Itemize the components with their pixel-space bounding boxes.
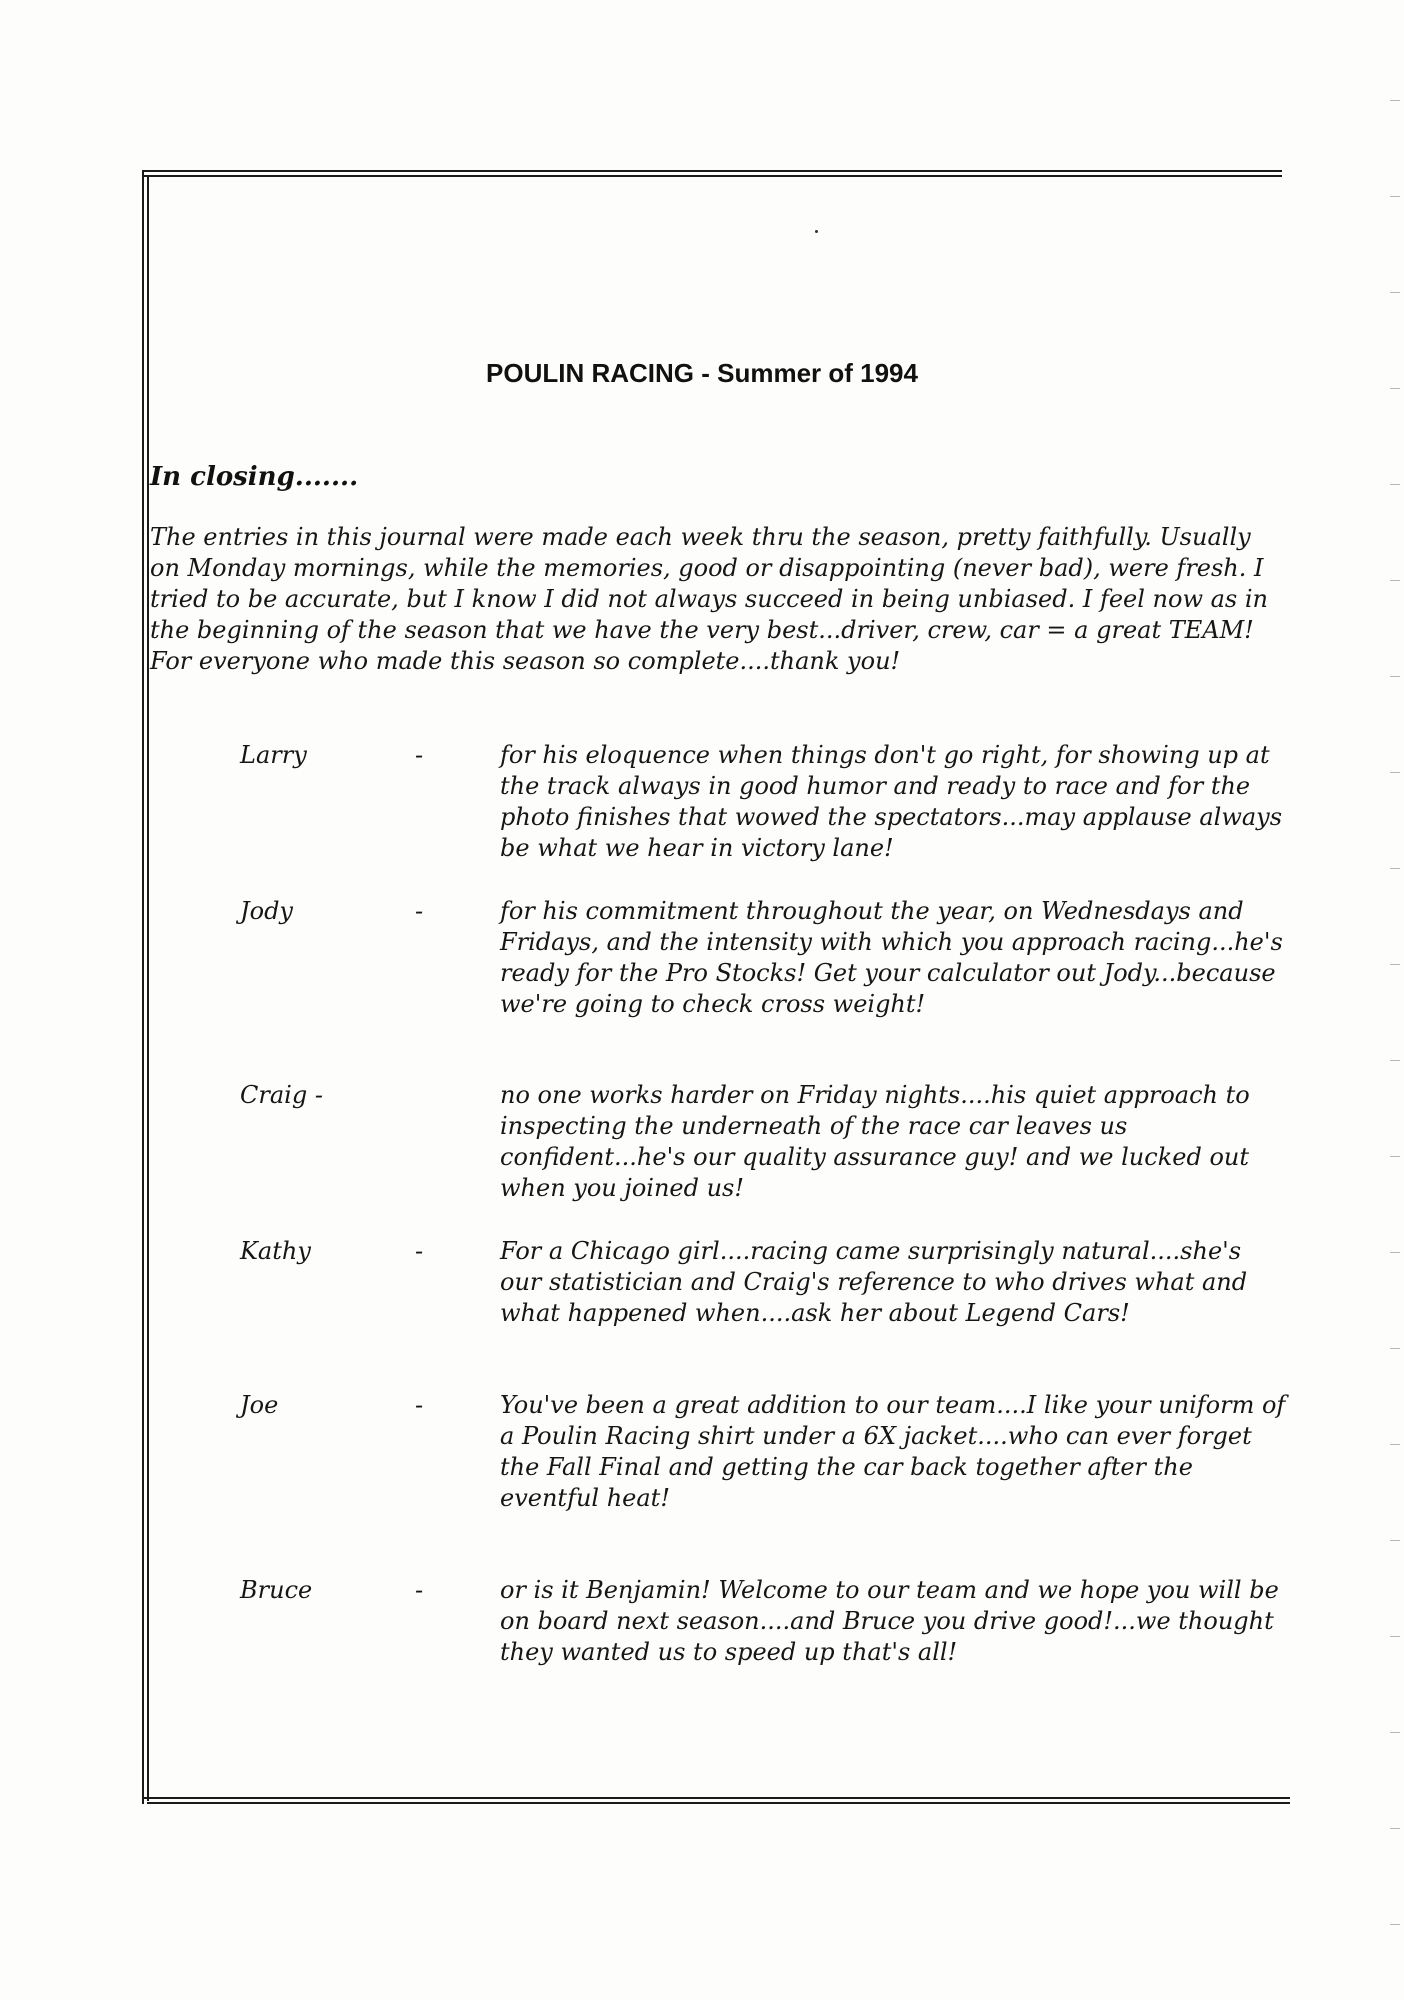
frame-left-line (142, 170, 144, 1804)
member-name: Bruce (240, 1576, 313, 1604)
member-description: no one works harder on Friday nights....his quiet approach to inspecting the underneath of the race car leaves us confident...he's our quality assurance guy! and we lucked out when you joined us! (500, 1081, 1250, 1202)
frame-top-line (142, 170, 1282, 172)
frame-bottom-line (142, 1797, 1290, 1799)
member-dash: - (415, 1237, 424, 1265)
stray-mark (815, 230, 818, 233)
member-name: Joe (240, 1391, 279, 1419)
member-dash: - (415, 897, 424, 925)
member-name: Larry (240, 741, 307, 769)
member-description: You've been a great addition to our team....I like your uniform of a Poulin Racing shirt under a 6X jacket....who can ever forget the Fall Final and getting the car back together after the eventful heat! (500, 1391, 1286, 1512)
section-heading: In closing....... (150, 462, 359, 492)
frame-left-line-inner (147, 175, 149, 1801)
member-description: or is it Benjamin! Welcome to our team and we hope you will be on board next season....and Bruce you drive good!...we thought they wanted us to speed up that's all! (500, 1576, 1279, 1666)
member-description: for his commitment throughout the year, on Wednesdays and Fridays, and the intensity with which you approach racing...he's ready for the Pro Stocks! Get your calculator out Jody...because we're going to check cross weight! (500, 897, 1283, 1018)
member-dash: - (415, 1391, 424, 1419)
frame-top-line-inner (142, 175, 1282, 177)
frame-bottom-line-inner (147, 1802, 1290, 1804)
page-title: POULIN RACING - Summer of 1994 (486, 358, 918, 388)
member-dash: - (415, 1576, 424, 1604)
member-description: For a Chicago girl....racing came surprisingly natural....she's our statistician and Craig's reference to who drives what and what happened when....ask her about Legend Cars! (500, 1237, 1248, 1327)
member-name: Craig - (240, 1081, 323, 1109)
intro-paragraph: The entries in this journal were made each week thru the season, pretty faithfully. Usually on Monday mornings, while the memories, good or disappointing (never bad), were fresh. I tried to be accurate, but I know I did not always succeed in being unbiased. I feel now as in the beginning of the season that we have the very best...driver, crew, car = a great TEAM! For everyone who made this season so complete....thank you! (150, 523, 1269, 675)
member-name: Jody (240, 897, 293, 925)
member-description: for his eloquence when things don't go right, for showing up at the track always in good humor and ready to race and for the photo finishes that wowed the spectators...may applause always be what we hear in victory lane! (500, 741, 1283, 862)
member-dash: - (415, 741, 424, 769)
member-name: Kathy (240, 1237, 311, 1265)
